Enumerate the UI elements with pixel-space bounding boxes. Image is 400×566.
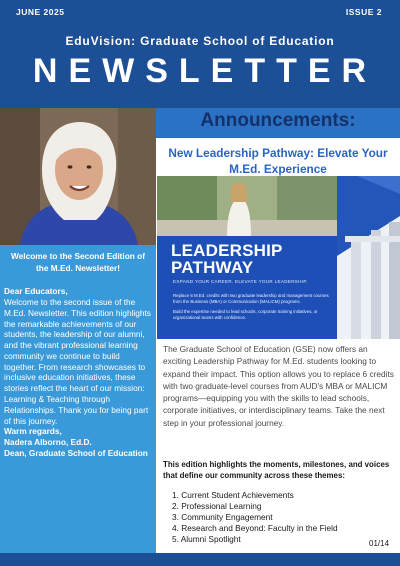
theme-item: 3. Community Engagement — [172, 512, 273, 523]
theme-item: 5. Alumni Spotlight — [172, 534, 241, 545]
salutation: Dear Educators, — [4, 286, 68, 297]
pathway-heading — [171, 242, 283, 276]
campus-photo-illustration — [157, 176, 337, 236]
welcome-heading: Welcome to the Second Edition of the M.Ed. Newsletter! — [11, 251, 145, 273]
welcome-body: Welcome to the second issue of the M.Ed. Newsletter. This edition highlights the remarkable achievements of our students, the leadership of our alumni, and the vibrant professional learning community we continue to build together. From research showcases to inclusive education initiatives, these stories reflect the heart of our mission: Learning & Teaching through Relationships. Thank you for being part of this journey. — [4, 297, 151, 426]
footer-bar — [0, 553, 400, 566]
themes-intro: This edition highlights the moments, milestones, and voices that define our community across these themes: — [163, 460, 390, 480]
architecture-illustration — [337, 176, 400, 339]
column-graphic — [337, 176, 400, 339]
theme-item: 2. Professional Learning — [172, 501, 262, 512]
newsletter-title: NEWSLETTER — [32, 52, 378, 90]
pathway-bullet-2: Build the expertise needed to lead schools, corporate training initiatives, or organizational teams with confidence. — [173, 309, 318, 320]
pathway-heading-line2: PATHWAY — [171, 258, 254, 277]
themes-list — [172, 490, 392, 545]
pathway-bullet-1: Replace 6 M.Ed. credits with two graduate leadership and management courses from the Business (MBA) or Communication (MALICM) programs. — [173, 293, 329, 304]
signer-title: Dean, Graduate School of Education — [4, 447, 148, 458]
campus-photo — [157, 176, 337, 236]
school-name: EduVision: Graduate School of Education — [65, 34, 335, 48]
issue-date: JUNE 2025 — [16, 7, 65, 17]
pathway-heading-line1: LEADERSHIP — [171, 241, 283, 260]
announcements-heading: Announcements: — [200, 110, 356, 131]
page-number: 01/14 — [369, 539, 390, 548]
pathway-tagline: EXPAND YOUR CAREER. ELEVATE YOUR LEADERSHIP. — [173, 279, 308, 284]
announcement-paragraph: The Graduate School of Education (GSE) now offers an exciting Leadership Pathway for M.Ed. students looking to expand their impact. This option allows you to replace 6 credits with two graduate-level courses from AUD's MBA or MALICM programs—equipping you with the skills to lead schools, corporate initiatives, or interdisciplinary teams. Take the next step in your professional journey. — [163, 344, 394, 428]
theme-item: 1. Current Student Achievements — [172, 490, 294, 500]
issue-number: ISSUE 2 — [345, 7, 382, 17]
newsletter-header — [0, 0, 400, 108]
signer-name: Nadera Alborno, Ed.D. — [4, 437, 92, 448]
dean-portrait — [0, 108, 156, 245]
theme-item: 4. Research and Beyond: Faculty in the Field — [172, 523, 338, 534]
announcements-bar — [156, 108, 400, 138]
closing: Warm regards, — [4, 426, 62, 437]
welcome-letter — [0, 245, 156, 553]
announcement-subheading: New Leadership Pathway: Elevate Your M.Ed. Experience — [168, 146, 388, 176]
dean-portrait-illustration — [0, 108, 156, 245]
leadership-pathway-graphic — [157, 176, 400, 339]
